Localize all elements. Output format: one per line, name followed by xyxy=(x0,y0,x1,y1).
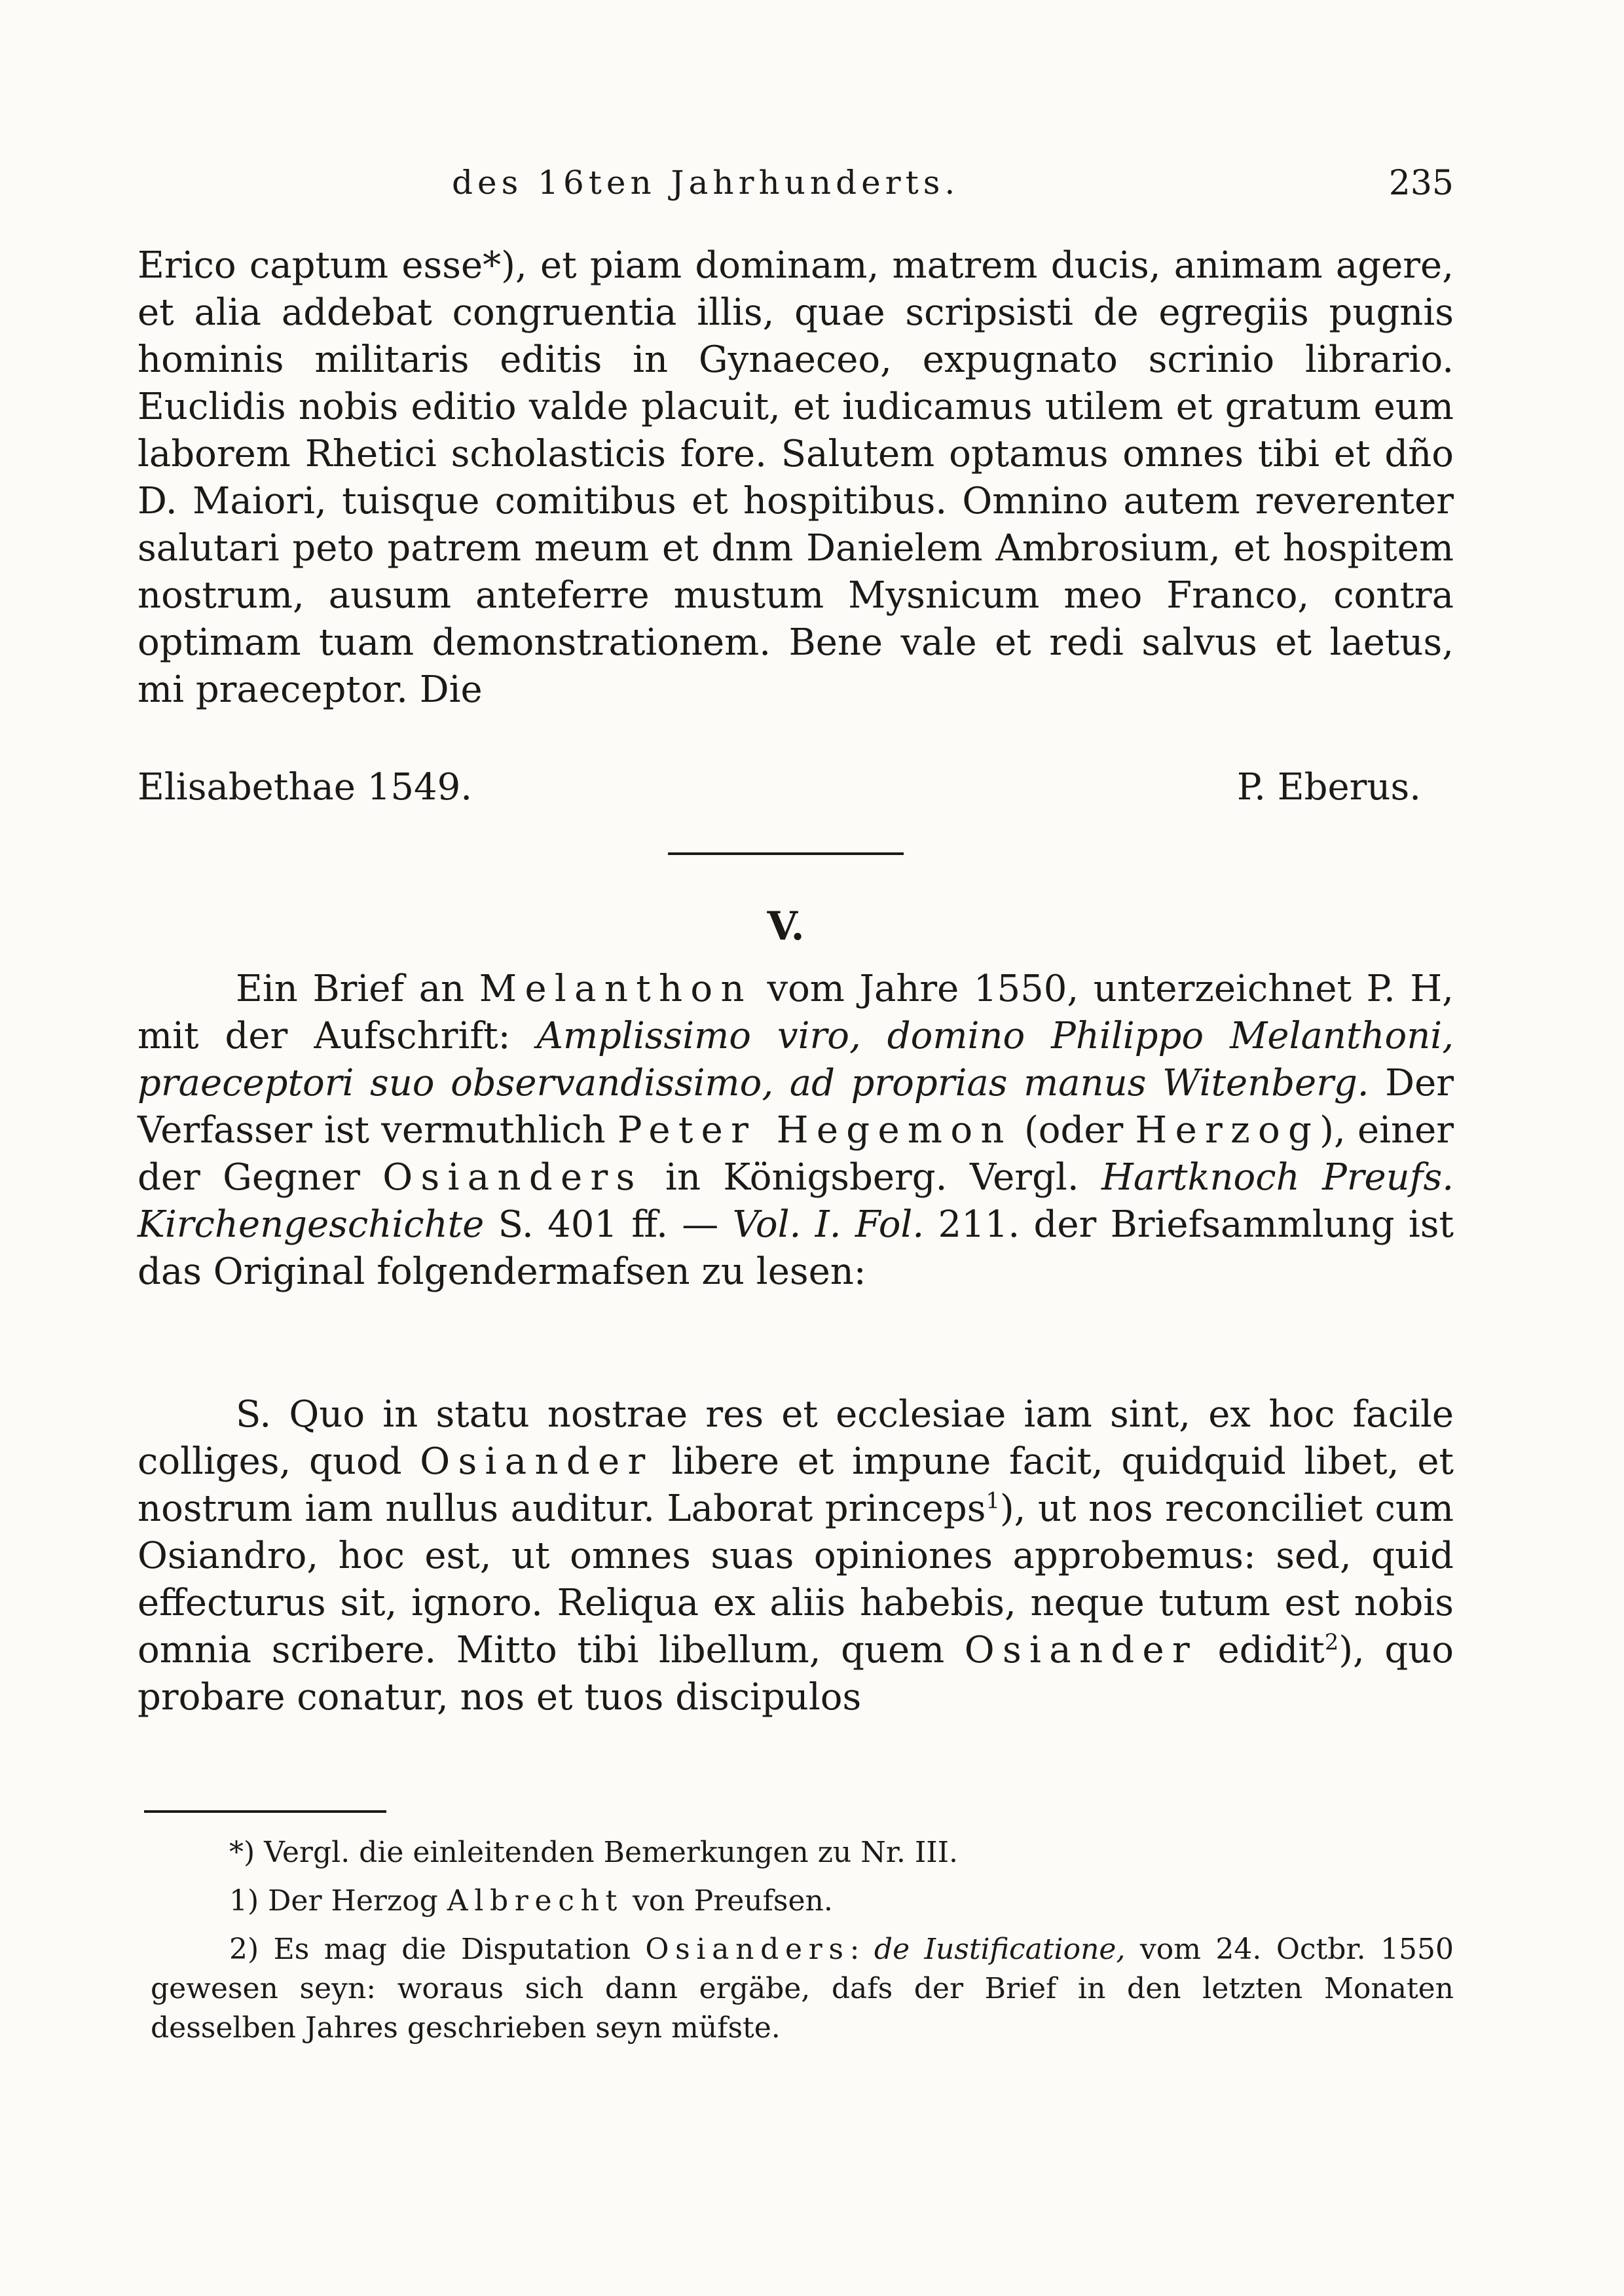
letter-body-text xyxy=(138,1391,1454,1721)
text-run: ), einer der Gegner xyxy=(138,1109,1454,1199)
letter-signoff xyxy=(138,766,1454,818)
text-run: 211. der Briefsammlung ist das Original folgendermafsen zu lesen: xyxy=(138,1203,1454,1293)
text-run: Osianders xyxy=(382,1156,643,1199)
text-run: de Iustificatione, xyxy=(874,1933,1126,1966)
section-heading: V. xyxy=(767,903,805,949)
text-run: vom 24. Octbr. 1550 gewesen seyn: woraus sich dann ergäbe, dafs der Brief in den letzten Monaten desselben Jahres geschrieben seyn müfste. xyxy=(151,1933,1454,2045)
text-run: in Königsberg. Vergl. xyxy=(642,1156,1102,1199)
text-run: ), quo probare conatur, nos et tuos discipulos xyxy=(138,1629,1454,1719)
text-run: (oder xyxy=(1012,1109,1135,1152)
text-run: Der Verfasser ist vermuthlich xyxy=(138,1062,1454,1152)
text-run: : xyxy=(849,1933,874,1966)
text-run: Osiander xyxy=(964,1629,1198,1671)
page-number: 235 xyxy=(1388,164,1454,203)
footnote-star xyxy=(151,1833,1454,1872)
text-run: 1) Der Herzog xyxy=(229,1884,447,1918)
text-run: Amplissimo viro, domino Philippo Melanthoni, praeceptori suo observandissimo, ad proprias manus Witenberg. xyxy=(138,1015,1454,1104)
text-run: 2 xyxy=(1324,1629,1339,1655)
text-run: Hartknoch Preufs. Kirchengeschichte xyxy=(138,1156,1454,1246)
section-divider xyxy=(668,852,904,855)
text-run: Ein Brief an xyxy=(236,968,479,1010)
text-run: 1 xyxy=(986,1487,1000,1514)
text-run: Herzog xyxy=(1135,1109,1320,1152)
text-run: Osiander xyxy=(420,1440,654,1483)
text-run: S. Quo in statu nostrae res et ecclesiae iam sint, ex hoc facile colliges, quod xyxy=(138,1393,1454,1483)
text-run: von Preufsen. xyxy=(623,1884,833,1918)
text-run: Osianders xyxy=(645,1933,850,1966)
letter-date: Elisabethae 1549. xyxy=(138,766,473,809)
text-run: libere et impune facit, quidquid libet, et nostrum iam nullus auditur. Laborat princeps xyxy=(138,1440,1454,1530)
running-head xyxy=(452,164,1454,216)
text-run: vom Jahre 1550, unterzeichnet P. H, mit der Aufschrift: xyxy=(138,968,1454,1057)
text-run: Albrecht xyxy=(447,1884,623,1918)
footnote-divider xyxy=(144,1810,386,1813)
text-run: ), ut nos reconciliet cum Osiandro, hoc est, ut omnes suas opiniones approbemus: sed, quid effecturus sit, ignoro. Reliqua ex aliis habebis, neque tutum est nobis omnia scribere. Mitto tibi libellum, quem xyxy=(138,1487,1454,1671)
section-intro-text xyxy=(138,966,1454,1296)
running-title: des 16ten Jahrhunderts. xyxy=(452,164,960,202)
section-intro xyxy=(138,966,1454,1296)
letter-signature: P. Eberus. xyxy=(1236,766,1421,809)
footnote-2 xyxy=(151,1930,1454,2048)
text-run: Melanthon xyxy=(479,968,752,1010)
text-run: 2) Es mag die Disputation xyxy=(229,1933,646,1966)
letter-continuation-text: Erico captum esse*), et piam dominam, matrem ducis, animam agere, et alia addebat congruentia illis, quae scripsisti de egregiis pugnis hominis militaris editis in Gynaeceo, expugnato scrinio librario. Euclidis nobis editio valde placuit, et iudicamus utilem et gratum eum laborem Rhetici scholasticis fore. Salutem optamus omnes tibi et dño D. Maiori, tuisque comitibus et hospitibus. Omnino autem reverenter salutari peto patrem meum et dnm Danielem Ambrosium, et hospitem nostrum, ausum anteferre mustum Mysnicum meo Franco, contra optimam tuam demonstrationem. Bene vale et redi salvus et laetus, mi praeceptor. Die xyxy=(138,244,1454,711)
text-run: S. 401 ff. — xyxy=(484,1203,733,1246)
text-run: *) Vergl. die einleitenden Bemerkungen zu Nr. III. xyxy=(229,1836,958,1869)
letter-continuation xyxy=(138,242,1454,714)
text-run: edidit xyxy=(1198,1629,1325,1671)
letter-body xyxy=(138,1391,1454,1721)
footnotes xyxy=(151,1833,1454,2057)
text-run: Vol. I. Fol. xyxy=(732,1203,925,1246)
text-run: Peter Hegemon xyxy=(617,1109,1012,1152)
footnote-1 xyxy=(151,1882,1454,1921)
